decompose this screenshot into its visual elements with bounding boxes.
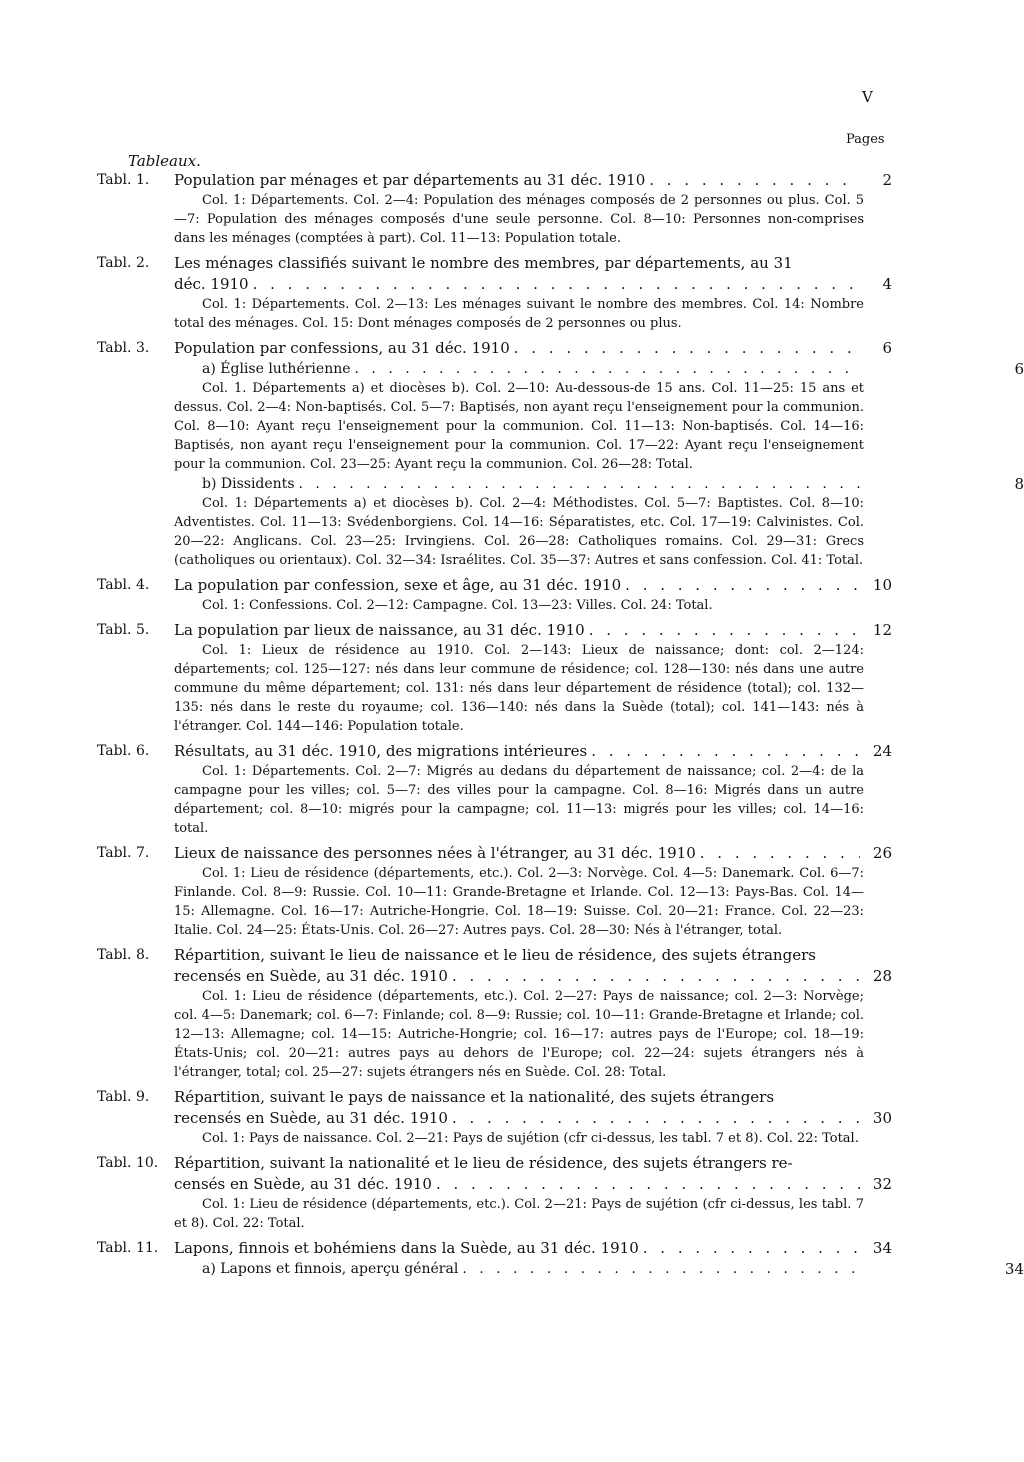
leader-dots (299, 474, 861, 494)
sub-entry-title-text: b) Dissidents (202, 476, 295, 492)
page-number: 4 (882, 275, 892, 293)
leader-dots (462, 1259, 860, 1279)
entry-title-text: Population par confessions, au 31 déc. 1910 (174, 339, 510, 357)
toc-entry-body (174, 843, 864, 940)
leader-dots (253, 274, 860, 295)
entry-title (174, 338, 864, 359)
sub-entry-title (202, 359, 1024, 379)
column-description: Col. 1: Confessions. Col. 2—12: Campagne. Col. 13—23: Villes. Col. 24: Total. (202, 598, 713, 613)
page-number: 12 (872, 621, 892, 639)
table-number: Tabl. 4. (97, 577, 150, 593)
entry-title-line: Répartition, suivant le lieu de naissance et le lieu de résidence, des sujets étrangers (174, 946, 816, 964)
toc-entry (0, 575, 1024, 615)
entry-title (174, 966, 864, 987)
column-description: Col. 1: Lieu de résidence (départements, etc.). Col. 2—3: Norvège. Col. 4—5: Danemark. Col. 6—7: Finlande. Col. 8—9: Russie. Col. 10—11: Grande-Bretagne et Irlande. Col. 12—13: Pays-Bas. Col. 14—15: Allemagne. Col. 16—17: Autriche-Hongrie. Col. 18—19: Suisse. Col. 20—21: France. Col. 22—23: Italie. Col. 24—25: États-Unis. Col. 26—27: Autres pays. Col. 28—30: Nés à l'étranger, total. (174, 866, 864, 938)
entry-title-text: Résultats, au 31 déc. 1910, des migrations intérieures (174, 742, 588, 760)
section-title: Tableaux. (128, 152, 201, 170)
toc-entry-body (174, 1087, 864, 1148)
toc-entry (0, 1087, 1024, 1148)
entry-title (174, 575, 864, 596)
page-number: 30 (872, 1109, 892, 1127)
leader-dots (355, 359, 860, 379)
table-number: Tabl. 10. (97, 1155, 159, 1171)
sub-entry-title (202, 474, 1024, 494)
toc-entry-body (174, 575, 864, 615)
entry-title-text: recensés en Suède, au 31 déc. 1910 (174, 967, 448, 985)
sub-page-number: 34 (1004, 1260, 1024, 1278)
column-description: Col. 1: Départements. Col. 2—13: Les ménages suivant le nombre des membres. Col. 14: Nombre total des ménages. Col. 15: Dont ménages composés de 2 personnes ou plus. (174, 297, 864, 331)
page-number: 32 (872, 1175, 892, 1193)
toc-entry-body (174, 1153, 864, 1233)
column-description: Col. 1: Départements. Col. 2—4: Population des ménages composés de 2 personnes ou plus. Col. 5—7: Population des ménages composés d'une seule personne. Col. 8—10: Personnes non-comprises dans les ménages (comptées à part). Col. 11—13: Population totale. (174, 193, 864, 246)
table-number: Tabl. 3. (97, 340, 150, 356)
sub-page-number: 6 (1014, 360, 1024, 378)
table-number: Tabl. 11. (97, 1240, 159, 1256)
entry-title (174, 1174, 864, 1195)
toc-entry-body (174, 945, 864, 1082)
entry-title (174, 170, 864, 191)
table-number: Tabl. 2. (97, 255, 150, 271)
pages-column-label: Pages (846, 132, 885, 147)
column-description: Col. 1. Départements a) et diocèses b). Col. 2—10: Au-dessous-de 15 ans. Col. 11—25: 15 ans et dessus. Col. 2—4: Non-baptisés. Col. 5—7: Baptisés, non ayant reçu l'enseignement pour la communion. Col. 8—10: Ayant reçu l'enseignement pour la communion. Col. 11—13: Non-baptisés. Col. 14—16: Baptisés, non ayant reçu l'enseignement pour la communion. Col. 17—22: Ayant reçu l'enseignement pour la communion. Col. 23—25: Ayant reçu la communion. Col. 26—28: Total. (174, 381, 864, 472)
page-number: 6 (882, 339, 892, 357)
toc-entry-body (174, 741, 864, 838)
entry-title-text: La population par confession, sexe et âge, au 31 déc. 1910 (174, 576, 622, 594)
table-number: Tabl. 9. (97, 1089, 150, 1105)
entry-title-line: Répartition, suivant la nationalité et le lieu de résidence, des sujets étrangers re- (174, 1154, 793, 1172)
entry-title (174, 620, 864, 641)
table-number: Tabl. 8. (97, 947, 150, 963)
entry-title-line: Les ménages classifiés suivant le nombre des membres, par départements, au 31 (174, 254, 793, 272)
page-number: 34 (872, 1239, 892, 1257)
toc-entry-body (174, 620, 864, 736)
page-number: 2 (882, 171, 892, 189)
entry-title-text: Lapons, finnois et bohémiens dans la Suède, au 31 déc. 1910 (174, 1239, 639, 1257)
entry-title-line: Répartition, suivant le pays de naissance et la nationalité, des sujets étrangers (174, 1088, 775, 1106)
toc-entry (0, 945, 1024, 1082)
entry-title (174, 1108, 864, 1129)
leader-dots (452, 966, 860, 987)
leader-dots (643, 1238, 860, 1259)
entry-title (174, 741, 864, 762)
sub-page-number: 8 (1014, 475, 1024, 493)
column-description: Col. 1: Lieux de résidence au 1910. Col. 2—143: Lieux de naissance; dont: col. 2—124: départements; col. 125—127: nés dans leur commune de résidence; col. 128—130: nés dans une autre commune du même département; col. 131: nés dans leur département de résidence (total); col. 132—135: nés dans le reste du royaume; col. 136—140: nés dans la Suède (total); col. 141—143: nés à l'étranger. Col. 144—146: Population totale. (174, 643, 864, 734)
leader-dots (591, 741, 860, 762)
leader-dots (452, 1108, 860, 1129)
toc-entry-body (174, 338, 1024, 570)
toc-entry (0, 170, 1024, 248)
toc-entry-body (174, 1238, 1024, 1279)
table-of-contents (0, 170, 1024, 1284)
entry-title-text: La population par lieux de naissance, au 31 déc. 1910 (174, 621, 585, 639)
entry-title-text: Population par ménages et par départements au 31 déc. 1910 (174, 171, 646, 189)
page-number: 24 (872, 742, 892, 760)
toc-entry (0, 741, 1024, 838)
leader-dots (589, 620, 860, 641)
leader-dots (700, 843, 860, 864)
entry-title (174, 274, 864, 295)
toc-entry (0, 843, 1024, 940)
toc-entry (0, 620, 1024, 736)
toc-entry (0, 1238, 1024, 1279)
page-number: 10 (872, 576, 892, 594)
sub-entry-title (202, 1259, 1024, 1279)
toc-entry (0, 338, 1024, 570)
column-description: Col. 1: Lieu de résidence (départements, etc.). Col. 2—27: Pays de naissance; col. 2—3: Norvège; col. 4—5: Danemark; col. 6—7: Finlande; col. 8—9: Russie; col. 10—11: Grande-Bretagne et Irlande; col. 12—13: Allemagne; col. 14—15: Autriche-Hongrie; col. 16—17: autres pays de l'Europe; col. 18—19: États-Unis; col. 20—21: autres pays au dehors de l'Europe; col. 22—24: sujets étrangers nés à l'étranger, total; col. 25—27: sujets étrangers nés en Suède. Col. 28: Total. (174, 989, 864, 1080)
toc-entry (0, 1153, 1024, 1233)
table-number: Tabl. 5. (97, 622, 150, 638)
leader-dots (436, 1174, 860, 1195)
entry-title-text: déc. 1910 (174, 275, 249, 293)
toc-entry-body (174, 170, 864, 248)
leader-dots (625, 575, 860, 596)
entry-title (174, 1238, 864, 1259)
entry-title-text: recensés en Suède, au 31 déc. 1910 (174, 1109, 448, 1127)
table-number: Tabl. 7. (97, 845, 150, 861)
column-description: Col. 1: Lieu de résidence (départements, etc.). Col. 2—21: Pays de sujétion (cfr ci-dessus, les tabl. 7 et 8). Col. 22: Total. (174, 1197, 864, 1231)
page-folio: V (862, 88, 873, 106)
toc-entry (0, 253, 1024, 333)
column-description: Col. 1: Pays de naissance. Col. 2—21: Pays de sujétion (cfr ci-dessus, les tabl. 7 et 8). Col. 22: Total. (202, 1131, 859, 1146)
page-number: 26 (872, 844, 892, 862)
toc-entry-body (174, 253, 864, 333)
entry-title-text: Lieux de naissance des personnes nées à l'étranger, au 31 déc. 1910 (174, 844, 696, 862)
leader-dots (514, 338, 860, 359)
entry-title (174, 843, 864, 864)
column-description: Col. 1: Départements a) et diocèses b). Col. 2—4: Méthodistes. Col. 5—7: Baptistes. Col. 8—10: Adventistes. Col. 11—13: Svédenborgiens. Col. 14—16: Séparatistes, etc. Col. 17—19: Calvinistes. Col. 20—22: Anglicans. Col. 23—25: Irvingiens. Col. 26—28: Catholiques romains. Col. 29—31: Grecs (catholiques ou orientaux). Col. 32—34: Israélites. Col. 35—37: Autres et sans confession. Col. 41: Total. (174, 496, 864, 568)
sub-entry-title-text: a) Lapons et finnois, aperçu général (202, 1261, 459, 1277)
sub-entry-title-text: a) Église luthérienne (202, 361, 351, 377)
entry-title-text: censés en Suède, au 31 déc. 1910 (174, 1175, 432, 1193)
page-number: 28 (872, 967, 892, 985)
table-number: Tabl. 6. (97, 743, 150, 759)
column-description: Col. 1: Départements. Col. 2—7: Migrés au dedans du département de naissance; col. 2—4: de la campagne pour les villes; col. 5—7: des villes pour la campagne. Col. 8—16: Migrés dans un autre département; col. 8—10: migrés pour la campagne; col. 11—13: migrés pour les villes; col. 14—16: total. (174, 764, 864, 836)
table-number: Tabl. 1. (97, 172, 150, 188)
leader-dots (649, 170, 860, 191)
